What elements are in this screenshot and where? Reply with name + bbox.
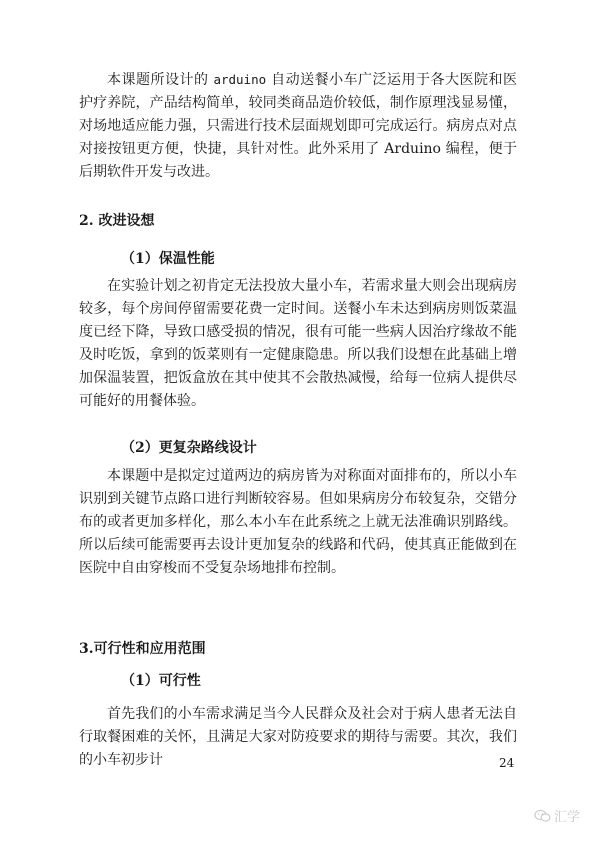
intro-prefix: 本课题所设计的	[107, 72, 209, 88]
section-2-2-heading: （2）更复杂路线设计	[121, 440, 257, 456]
intro-code: arduino	[213, 72, 267, 87]
watermark	[534, 806, 580, 825]
section-3-1-heading: （1）可行性	[121, 673, 201, 689]
watermark-text: 汇学	[554, 810, 581, 825]
intro-rest: 自动送餐小车广泛运用于各大医院和医护疗养院，产品结构简单，较同类商品造价较低，制作原理浅显易懂，对场地适应能力强，只需进行技术层面规划即可完成运行。病房点对点对接按钮更方便，快捷，具针对性。此外采用了 Arduino 编程，便于后期软件开发与改进。	[79, 72, 518, 180]
section-2-heading: 2. 改进设想	[79, 213, 155, 229]
section-2-1-body: 在实验计划之初肯定无法投放大量小车，若需求量大则会出现病房较多，每个房间停留需要花费一定时间。送餐小车未达到病房则饭菜温度已经下降，导致口感受损的情况，很有可能一些病人因治疗缘故不能及时吃饭，拿到的饭菜则有一定健康隐患。所以我们设想在此基础上增加保温装置，把饭盒放在其中使其不会散热减慢，给每一位病人提供尽可能好的用餐体验。	[79, 278, 517, 409]
intro-paragraph	[79, 68, 517, 184]
section-3-1-body: 首先我们的小车需求满足当今人民群众及社会对于病人患者无法自行取餐困难的关怀，且满足大家对防疫要求的期待与需要。其次，我们的小车初步计	[79, 706, 517, 768]
wechat-icon	[534, 809, 551, 823]
section-2-1-heading: （1）保温性能	[121, 251, 215, 267]
section-2-2-body: 本课题中是拟定过道两边的病房皆为对称面对面排布的，所以小车识别到关键节点路口进行判断较容易。但如果病房分布较复杂，交错分布的或者更加多样化，那么本小车在此系统之上就无法准确识别路线。所以后续可能需要再去设计更加复杂的线路和代码，使其真正能做到在医院中自由穿梭而不受复杂场地排布控制。	[79, 468, 517, 576]
page-number: 24	[499, 756, 515, 770]
section-3-heading: 3.可行性和应用范围	[79, 641, 206, 657]
